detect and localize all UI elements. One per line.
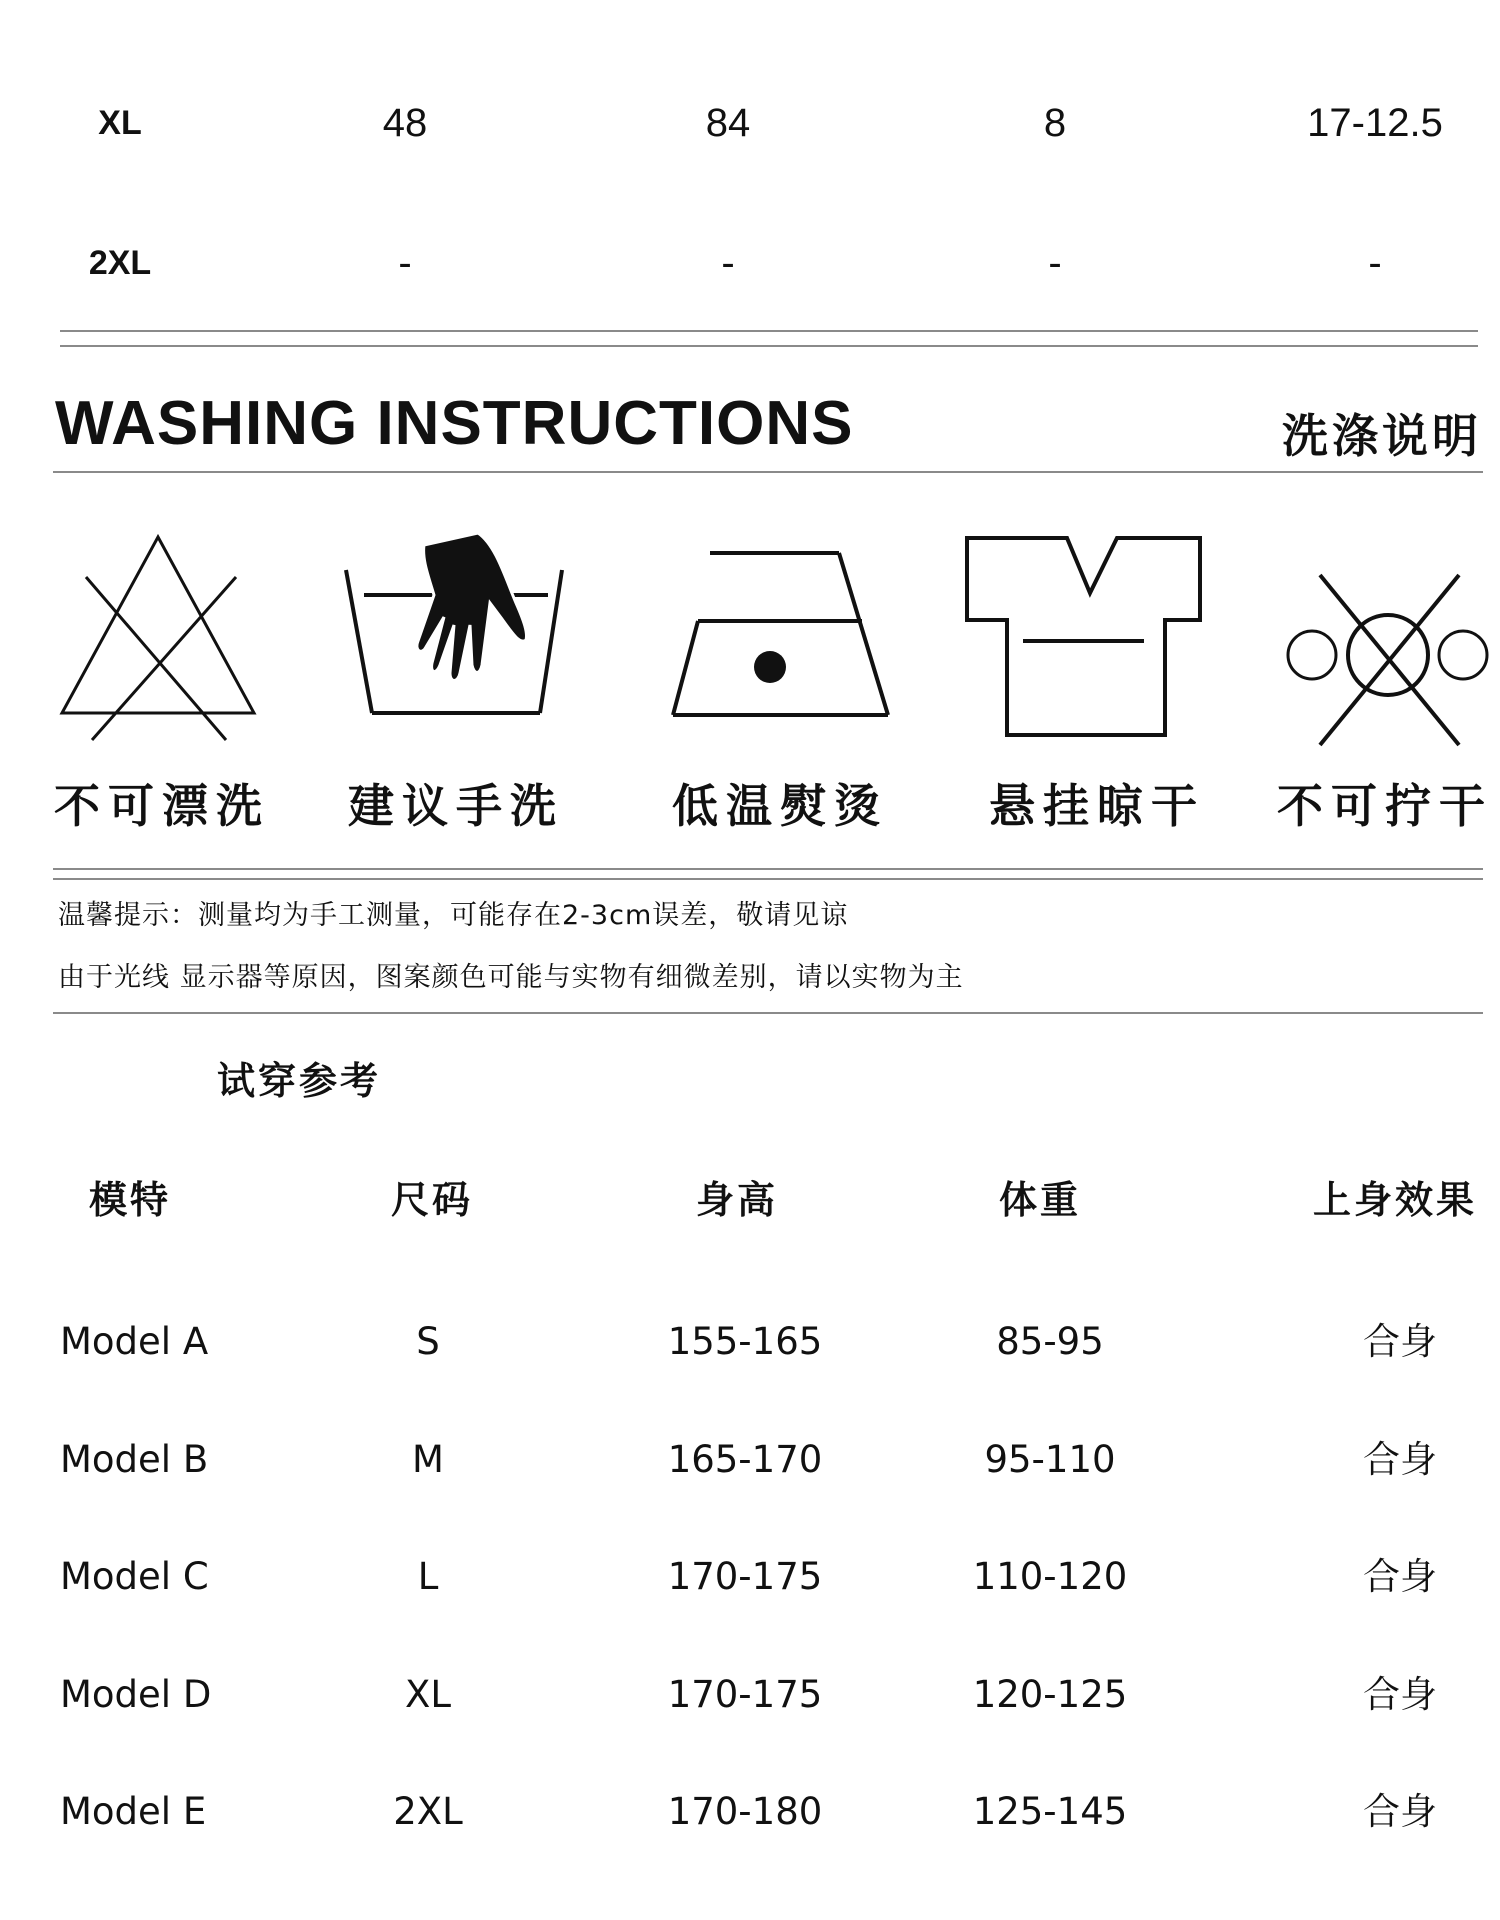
cell-size: L [417, 1555, 439, 1598]
cell-height: 155-165 [667, 1320, 823, 1363]
cell-weight: 85-95 [996, 1320, 1104, 1363]
no-bleach-icon [12, 525, 312, 755]
fit-reference-title: 试穿参考 [217, 1059, 382, 1103]
size-value: 8 [1043, 101, 1067, 145]
header-weight: 体重 [998, 1178, 1081, 1222]
divider [53, 868, 1483, 870]
size-value: - [398, 241, 412, 285]
table-row [0, 1420, 1500, 1500]
cell-weight: 120-125 [972, 1673, 1128, 1716]
table-row [0, 1537, 1500, 1617]
washing-title: WASHING INSTRUCTIONS [55, 389, 854, 458]
header-size: 尺码 [390, 1178, 473, 1222]
size-row-2xl [0, 203, 1500, 323]
cell-model: Model C [60, 1555, 209, 1598]
washing-title-cn: 洗涤说明 [1282, 409, 1482, 463]
cell-size: 2XL [393, 1790, 463, 1833]
cell-size: XL [405, 1673, 451, 1716]
care-hang-dry [947, 525, 1247, 835]
cell-model: Model D [60, 1673, 212, 1716]
cell-model: Model A [60, 1320, 209, 1363]
care-label: 不可漂洗 [54, 779, 270, 833]
divider [53, 1012, 1483, 1014]
size-value: - [1368, 241, 1382, 285]
size-row-xl [0, 63, 1500, 183]
hang-dry-icon [947, 525, 1247, 755]
size-value: 48 [382, 101, 428, 145]
cell-fit: 合身 [1363, 1438, 1437, 1481]
cell-fit: 合身 [1363, 1673, 1437, 1716]
cell-model: Model E [60, 1790, 207, 1833]
note-color: 由于光线 显示器等原因，图案颜色可能与实物有细微差别，请以实物为主 [58, 962, 964, 993]
cell-height: 170-175 [667, 1673, 823, 1716]
care-label: 低温熨烫 [672, 779, 888, 833]
table-row [0, 1772, 1500, 1852]
divider [60, 330, 1478, 332]
care-label: 建议手洗 [348, 779, 564, 833]
table-row [0, 1655, 1500, 1735]
cell-fit: 合身 [1363, 1320, 1437, 1363]
cell-height: 165-170 [667, 1438, 823, 1481]
cell-model: Model B [60, 1438, 209, 1481]
care-hand-wash [306, 525, 606, 835]
size-value: 84 [705, 101, 751, 145]
size-label: XL [98, 104, 142, 142]
divider [53, 471, 1483, 473]
low-iron-icon [630, 525, 930, 755]
cell-height: 170-175 [667, 1555, 823, 1598]
cell-fit: 合身 [1363, 1790, 1437, 1833]
cell-weight: 110-120 [972, 1555, 1128, 1598]
divider [53, 878, 1483, 880]
care-label: 悬挂晾干 [989, 779, 1205, 833]
care-low-iron [630, 525, 930, 835]
no-wring-icon [1235, 525, 1500, 755]
cell-size: M [412, 1438, 444, 1481]
note-measurement: 温馨提示：测量均为手工测量，可能存在2-3cm误差，敬请见谅 [58, 900, 849, 931]
size-value: - [721, 241, 735, 285]
care-label: 不可拧干 [1277, 779, 1493, 833]
fit-table-header [0, 1160, 1500, 1240]
header-height: 身高 [695, 1178, 778, 1222]
header-fit: 上身效果 [1312, 1178, 1477, 1222]
cell-size: S [416, 1320, 440, 1363]
cell-weight: 95-110 [984, 1438, 1116, 1481]
hand-wash-icon [306, 525, 606, 755]
cell-weight: 125-145 [972, 1790, 1128, 1833]
care-no-bleach [12, 525, 312, 835]
size-value: 17-12.5 [1307, 101, 1443, 145]
size-value: - [1048, 241, 1062, 285]
size-label: 2XL [88, 244, 152, 282]
divider [60, 345, 1478, 347]
cell-height: 170-180 [667, 1790, 823, 1833]
header-model: 模特 [88, 1178, 171, 1222]
cell-fit: 合身 [1363, 1555, 1437, 1598]
table-row [0, 1302, 1500, 1382]
care-no-wring [1235, 525, 1500, 835]
